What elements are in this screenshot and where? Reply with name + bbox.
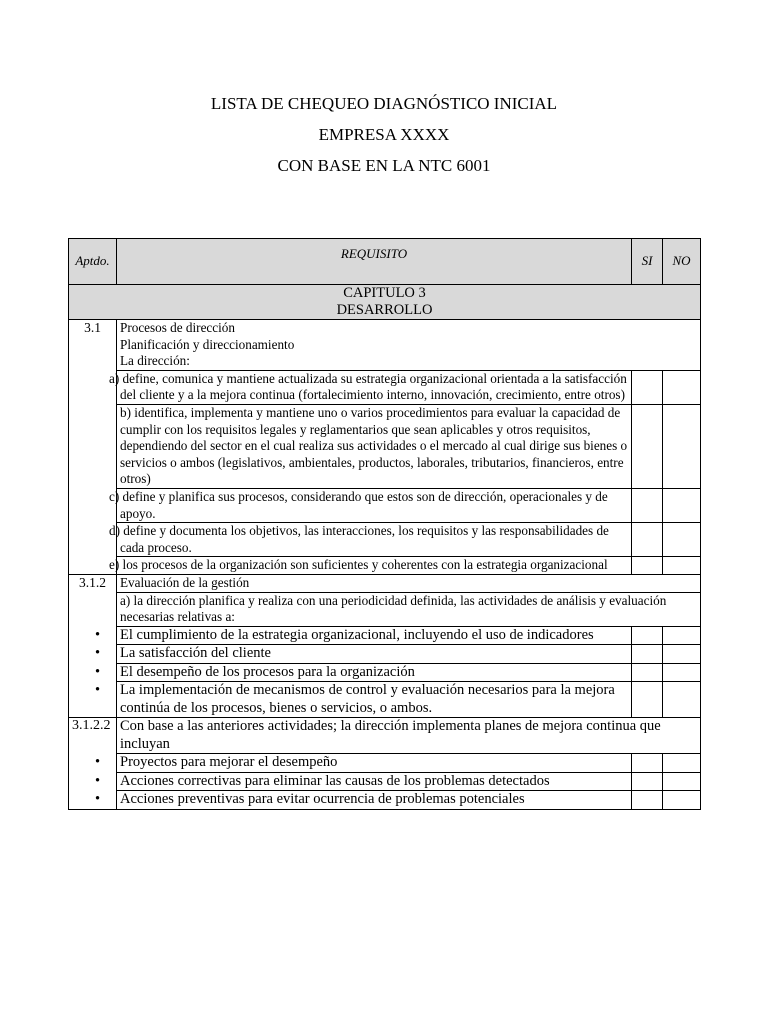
no-checkbox-cell[interactable] [663, 523, 701, 557]
table-row [69, 718, 701, 754]
bullet-item [95, 663, 632, 682]
table-row [69, 557, 701, 575]
table-row [69, 791, 701, 810]
intro-line: Planificación y direccionamiento [120, 336, 295, 352]
table-row [69, 682, 701, 718]
si-checkbox-cell[interactable] [632, 488, 663, 522]
bullet-item [95, 772, 632, 791]
no-checkbox-cell[interactable] [663, 370, 701, 404]
bullet-icon: • [95, 772, 101, 789]
bullet-item [95, 645, 632, 664]
table-row [69, 663, 701, 682]
header-no: NO [663, 239, 701, 285]
section-title-3-1-2: Evaluación de la gestión [117, 574, 701, 592]
bullet-text: Acciones preventivas para evitar ocurrencia de problemas potenciales [120, 791, 525, 808]
si-checkbox-cell[interactable] [632, 791, 663, 810]
bullet-text: La implementación de mecanismos de control y evaluación necesarios para la mejora continúa de los procesos, bienes o servicios, o ambos. [120, 682, 615, 716]
si-checkbox-cell[interactable] [632, 663, 663, 682]
chapter-title: DESARROLLO [336, 302, 433, 318]
no-checkbox-cell[interactable] [663, 772, 701, 791]
section-intro-3-1 [117, 320, 701, 371]
no-checkbox-cell[interactable] [663, 645, 701, 664]
table-row [69, 488, 701, 522]
bullet-text: El cumplimiento de la estrategia organizacional, incluyendo el uso de indicadores [120, 626, 594, 643]
no-checkbox-cell[interactable] [663, 557, 701, 575]
table-row [69, 370, 701, 404]
table-row [69, 320, 701, 371]
table-row [69, 645, 701, 664]
si-checkbox-cell[interactable] [632, 370, 663, 404]
section-number-3-1-2: 3.1.2 [69, 574, 117, 717]
table-row [69, 772, 701, 791]
bullet-text: El desempeño de los procesos para la organización [120, 663, 415, 680]
requirement-3-1-a: a) define, comunica y mantiene actualizada su estrategia organizacional orientada a la satisfacción del cliente y a la mejora continua (fortalecimiento interno, innovación, crecimiento, entre otros) [117, 370, 632, 404]
bullet-item [95, 682, 632, 718]
requirement-3-1-b: b) identifica, implementa y mantiene uno o varios procedimientos para evaluar la capacidad de cumplir con los requisitos legales y reglamentarios que sean aplicables y otros requisitos, dependiendo del sector en el cual realiza sus actividades o el mercado al cual dirige sus bienes o servicios o ambos (legislativos, ambientales, productos, laborales, tributarios, financieros, entre otros) [117, 404, 632, 488]
si-checkbox-cell[interactable] [632, 523, 663, 557]
bullet-icon: • [95, 663, 101, 680]
header-si: SI [632, 239, 663, 285]
chapter-number: CAPITULO 3 [343, 285, 426, 301]
bullet-icon: • [95, 791, 101, 808]
header-aptdo: Aptdo. [69, 239, 117, 285]
title-line-1: LISTA DE CHEQUEO DIAGNÓSTICO INICIAL [210, 94, 558, 113]
requirement-3-1-2-a: a) la dirección planifica y realiza con una periodicidad definida, las actividades de análisis y evaluación necesarias relativas a: [117, 592, 701, 626]
requirement-3-1-d: d) define y documenta los objetivos, las interacciones, los requisitos y las responsabilidades de cada proceso. [117, 523, 632, 557]
requirement-3-1-e: e) los procesos de la organización son suficientes y coherentes con la estrategia organizacional [117, 557, 632, 575]
si-checkbox-cell[interactable] [632, 626, 663, 645]
bullet-icon: • [95, 754, 101, 771]
chapter-row [69, 285, 701, 320]
section-number-3-1-2-2: 3.1.2.2 [69, 718, 117, 810]
table-row [69, 574, 701, 592]
no-checkbox-cell[interactable] [663, 404, 701, 488]
header-requisito: REQUISITO [117, 239, 632, 285]
bullet-text: La satisfacción del cliente [120, 645, 271, 662]
si-checkbox-cell[interactable] [632, 772, 663, 791]
bullet-item [95, 754, 632, 773]
intro-line: Procesos de dirección [120, 320, 235, 335]
bullet-icon: • [95, 626, 101, 643]
table-row [69, 626, 701, 645]
bullet-icon: • [95, 645, 101, 662]
table-row [69, 754, 701, 773]
si-checkbox-cell[interactable] [632, 404, 663, 488]
intro-line: La dirección: [120, 353, 190, 369]
bullet-item [95, 626, 632, 645]
no-checkbox-cell[interactable] [663, 791, 701, 810]
no-checkbox-cell[interactable] [663, 682, 701, 718]
title-line-2: EMPRESA XXXX [318, 125, 450, 144]
title-line-3: CON BASE EN LA NTC 6001 [277, 156, 491, 175]
si-checkbox-cell[interactable] [632, 682, 663, 718]
no-checkbox-cell[interactable] [663, 626, 701, 645]
table-header-row [69, 239, 701, 285]
table-row [69, 592, 701, 626]
bullet-icon: • [95, 682, 101, 699]
no-checkbox-cell[interactable] [663, 754, 701, 773]
checklist-table [68, 238, 701, 810]
table-row [69, 523, 701, 557]
table-row [69, 404, 701, 488]
section-number-3-1: 3.1 [69, 320, 117, 575]
no-checkbox-cell[interactable] [663, 663, 701, 682]
document-header [0, 88, 768, 181]
bullet-item [95, 791, 632, 810]
si-checkbox-cell[interactable] [632, 557, 663, 575]
si-checkbox-cell[interactable] [632, 754, 663, 773]
section-intro-3-1-2-2: Con base a las anteriores actividades; la dirección implementa planes de mejora continua que incluyan [117, 718, 701, 754]
chapter-cell [69, 285, 701, 320]
bullet-text: Acciones correctivas para eliminar las causas de los problemas detectados [120, 772, 550, 789]
bullet-text: Proyectos para mejorar el desempeño [120, 754, 338, 771]
no-checkbox-cell[interactable] [663, 488, 701, 522]
si-checkbox-cell[interactable] [632, 645, 663, 664]
requirement-3-1-c: c) define y planifica sus procesos, considerando que estos son de dirección, operacionales y de apoyo. [117, 488, 632, 522]
